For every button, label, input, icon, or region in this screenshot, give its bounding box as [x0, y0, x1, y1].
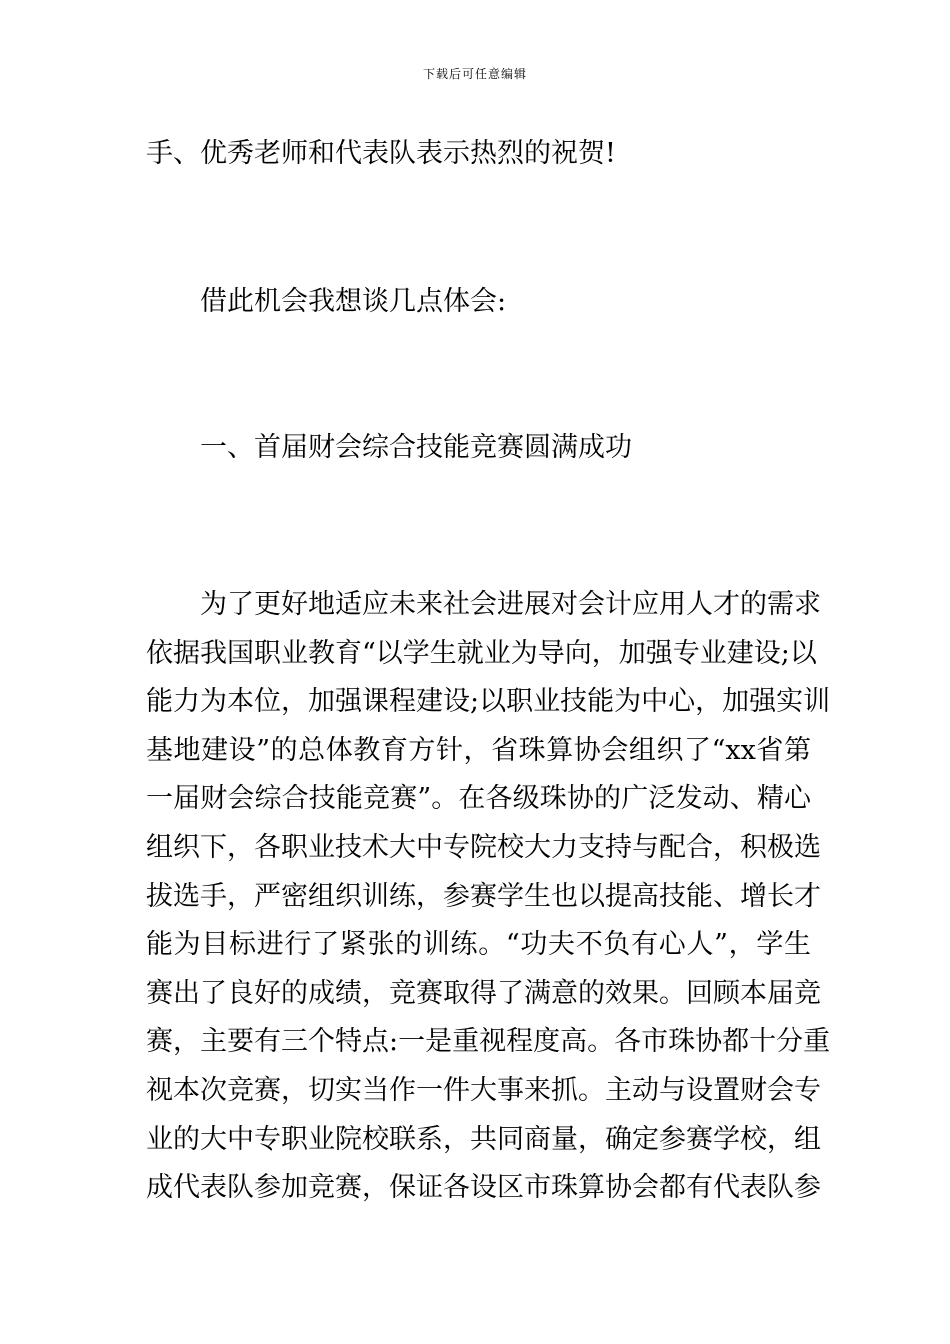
- paragraph-row: 业的大中专职业院校联系，共同商量，确定参赛学校，组: [146, 1123, 821, 1155]
- paragraph-row: 赛，主要有三个特点:一是重视程度高。各市珠协都十分重: [146, 1026, 831, 1058]
- paragraph-row: 依据我国职业教育“以学生就业为导向，加强专业建设;以: [146, 637, 817, 669]
- paragraph-row: 能力为本位，加强课程建设;以职业技能为中心，加强实训: [146, 686, 831, 718]
- paragraph-row: 为了更好地适应未来社会进展对会计应用人才的需求: [200, 589, 821, 620]
- paragraph-row: 组织下，各职业技术大中专院校大力支持与配合，积极选: [146, 831, 821, 863]
- text-line-continuation: 手、优秀老师和代表队表示热烈的祝贺!: [146, 138, 616, 169]
- paragraph-row: 赛出了良好的成绩，竞赛取得了满意的效果。回顾本届竞: [146, 977, 821, 1009]
- section-heading-1: 一、首届财会综合技能竞赛圆满成功: [200, 432, 632, 463]
- paragraph-row: 一届财会综合技能竞赛”。在各级珠协的广泛发动、精心: [146, 783, 811, 815]
- text-line-intro: 借此机会我想谈几点体会:: [200, 286, 507, 317]
- paragraph-row: 视本次竞赛，切实当作一件大事来抓。主动与设置财会专: [146, 1074, 821, 1106]
- body-paragraph: [146, 581, 831, 1213]
- page-header-note: 下载后可任意编辑: [422, 67, 527, 81]
- paragraph-row: 拔选手，严密组织训练，参赛学生也以提高技能、增长才: [146, 880, 821, 912]
- paragraph-row: 能为目标进行了紧张的训练。“功夫不负有心人”，学生: [146, 929, 811, 961]
- paragraph-row: 基地建设”的总体教育方针，省珠算协会组织了“xx省第: [146, 734, 811, 766]
- paragraph-row: 成代表队参加竞赛，保证各设区市珠算协会都有代表队参: [146, 1172, 821, 1204]
